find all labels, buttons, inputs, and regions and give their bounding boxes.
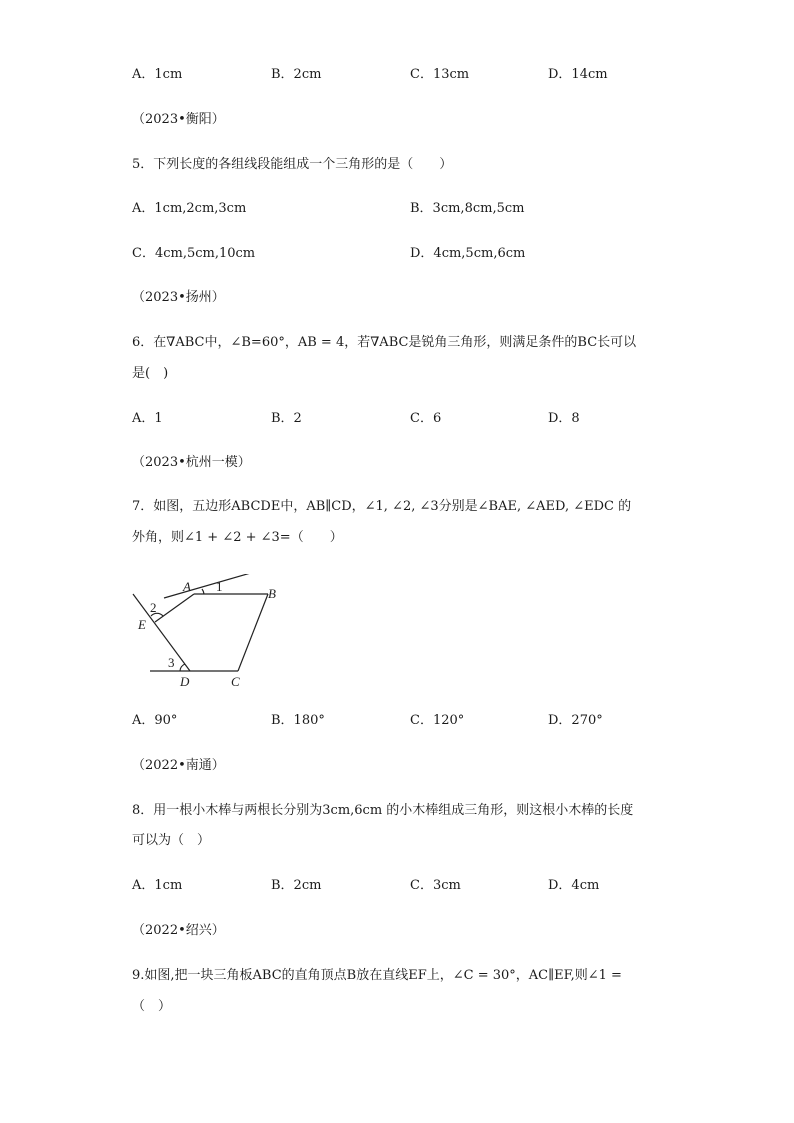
point-label-c: C (231, 674, 240, 689)
q7-option-a: A．90° (132, 713, 178, 728)
question-5-stem: 5．下列长度的各组线段能组成一个三角形的是（ ） (132, 157, 453, 172)
q5-option-d: D．4cm,5cm,6cm (410, 246, 526, 261)
angle-label-2: 2 (150, 600, 157, 615)
source-label: （2023•扬州） (132, 290, 225, 305)
source-label: （2022•绍兴） (132, 923, 225, 938)
angle-3-arc (180, 664, 185, 671)
q8-option-b: B．2cm (271, 878, 322, 893)
q6-option-a: A．1 (132, 411, 163, 426)
question-6-stem-line2: 是( ) (132, 366, 169, 381)
q4-option-a: A．1cm (132, 67, 183, 82)
q4-option-c: C．13cm (410, 67, 470, 82)
source-label: （2022•南通） (132, 758, 225, 773)
q7-option-d: D．270° (548, 713, 603, 728)
question-8-stem-line1: 8．用一根小木棒与两根长分别为3cm,6cm 的小木棒组成三角形，则这根小木棒的长度 (132, 803, 634, 818)
source-label: （2023•衡阳） (132, 112, 225, 127)
point-label-b: B (268, 586, 276, 601)
question-7-stem-line1: 7．如图，五边形ABCDE中，AB∥CD，∠1, ∠2, ∠3分别是∠BAE, ∠AED, ∠EDC 的 (132, 499, 632, 514)
question-8-stem-line2: 可以为（ ） (132, 833, 211, 848)
q5-option-b: B．3cm,8cm,5cm (410, 201, 525, 216)
question-7-stem-line2: 外角，则∠1 + ∠2 + ∠3=（ ） (132, 530, 343, 545)
source-label: （2023•杭州一模） (132, 455, 251, 470)
q8-option-c: C．3cm (410, 878, 461, 893)
point-label-a: A (183, 579, 191, 594)
q4-option-d: D．14cm (548, 67, 608, 82)
segment-ed-extended (133, 594, 190, 671)
segment-ae (155, 594, 194, 622)
segment-bc (238, 594, 268, 671)
pentagon-figure (128, 574, 288, 692)
q7-option-c: C．120° (410, 713, 465, 728)
question-6-stem-line1: 6．在∇ABC中，∠B=60°，AB = 4，若∇ABC是锐角三角形，则满足条件的BC长可以 (132, 335, 637, 350)
q6-option-b: B．2 (271, 411, 302, 426)
angle-1-arc (202, 589, 204, 594)
point-label-d: D (180, 674, 190, 689)
angle-label-3: 3 (168, 655, 175, 670)
q5-option-a: A．1cm,2cm,3cm (132, 201, 247, 216)
q5-option-c: C．4cm,5cm,10cm (132, 246, 256, 261)
angle-label-1: 1 (216, 579, 223, 594)
q8-option-d: D．4cm (548, 878, 600, 893)
q8-option-a: A．1cm (132, 878, 183, 893)
question-9-stem-line1: 9.如图,把一块三角板ABC的直角顶点B放在直线EF上，∠C = 30°，AC∥EF,则∠1 = (132, 968, 622, 983)
q6-option-c: C．6 (410, 411, 442, 426)
q4-option-b: B．2cm (271, 67, 322, 82)
q7-option-b: B．180° (271, 713, 325, 728)
question-9-stem-line2: （ ） (132, 999, 172, 1014)
point-label-e: E (138, 617, 146, 632)
q6-option-d: D．8 (548, 411, 580, 426)
